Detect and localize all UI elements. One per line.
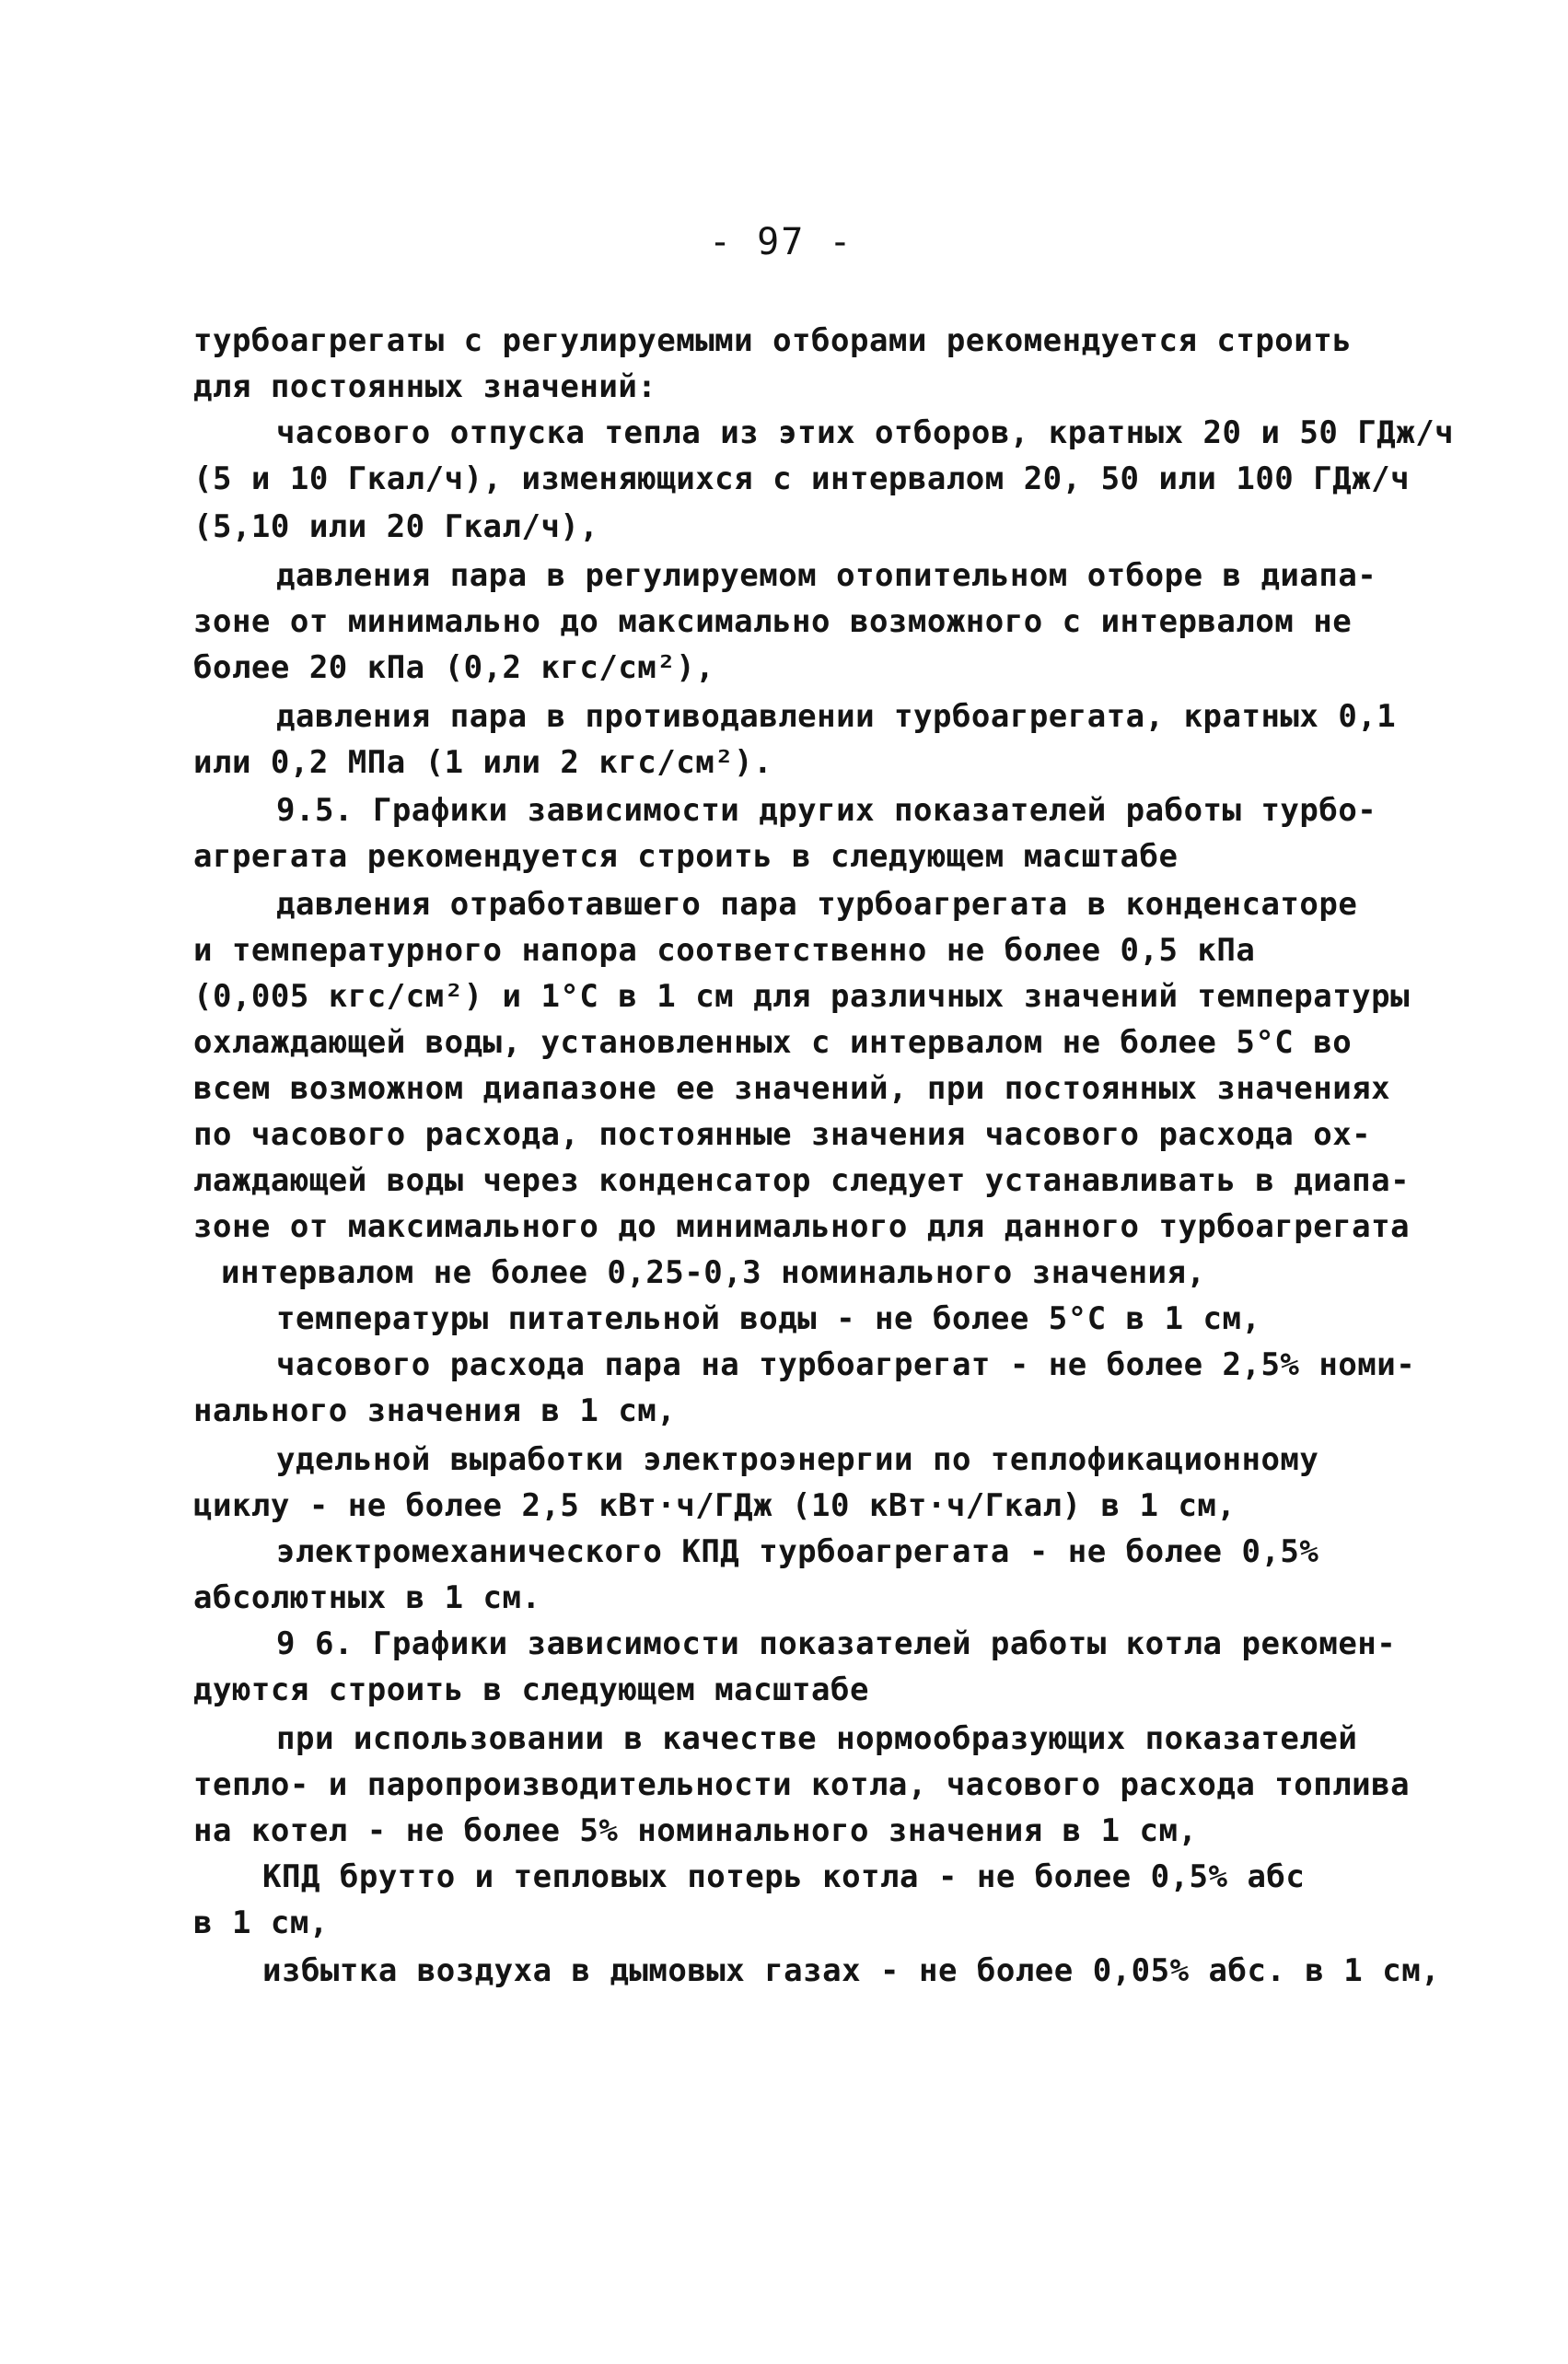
text-line: более 20 кПа (0,2 кгс/см²), <box>193 649 715 686</box>
text-line: давления пара в противодавлении турбоагрегата, кратных 0,1 <box>276 698 1397 735</box>
text-line: избытка воздуха в дымовых газах - не более 0,05% абс. в 1 см, <box>262 1952 1441 1989</box>
text-line: на котел - не более 5% номинального значения в 1 см, <box>193 1812 1198 1849</box>
text-line: 9.5. Графики зависимости других показателей работы турбо- <box>276 792 1377 829</box>
page-number: - 97 - <box>709 221 854 263</box>
text-line: интервалом не более 0,25-0,3 номинального значения, <box>221 1254 1206 1291</box>
text-line: или 0,2 МПа (1 или 2 кгс/см²). <box>193 744 773 781</box>
text-line: в 1 см, <box>193 1904 329 1941</box>
text-line: зоне от минимально до максимально возможного с интервалом не <box>193 603 1353 640</box>
text-line: часового отпуска тепла из этих отборов, кратных 20 и 50 ГДж/ч <box>276 414 1455 451</box>
text-line: давления отработавшего пара турбоагрегата в конденсаторе <box>276 886 1358 923</box>
text-line: при использовании в качестве нормообразующих показателей <box>276 1720 1358 1757</box>
text-line: дуются строить в следующем масштабе <box>193 1671 869 1708</box>
text-line: зоне от максимального до минимального для данного турбоагрегата <box>193 1208 1411 1245</box>
text-line: 9 6. Графики зависимости показателей работы котла рекомен- <box>276 1625 1397 1662</box>
text-line: и температурного напора соответственно не более 0,5 кПа <box>193 932 1256 969</box>
text-line: охлаждающей воды, установленных с интервалом не более 5°С во <box>193 1024 1353 1061</box>
text-line: КПД брутто и тепловых потерь котла - не более 0,5% абс <box>262 1858 1306 1895</box>
text-line: для постоянных значений: <box>193 368 657 405</box>
text-line: электромеханического КПД турбоагрегата - не более 0,5% <box>276 1533 1319 1570</box>
text-line: давления пара в регулируемом отопительном отборе в диапа- <box>276 557 1377 594</box>
text-line: (5,10 или 20 Гкал/ч), <box>193 508 599 545</box>
text-line: абсолютных в 1 см. <box>193 1579 541 1616</box>
text-line: турбоагрегаты с регулируемыми отборами рекомендуется строить <box>193 322 1353 359</box>
text-line: (5 и 10 Гкал/ч), изменяющихся с интервалом 20, 50 или 100 ГДж/ч <box>193 460 1411 497</box>
text-line: нального значения в 1 см, <box>193 1392 677 1429</box>
text-line: агрегата рекомендуется строить в следующем масштабе <box>193 838 1179 875</box>
text-line: по часового расхода, постоянные значения часового расхода ох- <box>193 1116 1372 1153</box>
text-line: тепло- и паропроизводительности котла, часового расхода топлива <box>193 1766 1411 1803</box>
text-line: циклу - не более 2,5 кВт·ч/ГДж (10 кВт·ч/Гкал) в 1 см, <box>193 1487 1237 1524</box>
text-line: всем возможном диапазоне ее значений, при постоянных значениях <box>193 1070 1391 1107</box>
text-line: удельной выработки электроэнергии по теплофикационному <box>276 1441 1319 1478</box>
text-line: температуры питательной воды - не более 5°С в 1 см, <box>276 1300 1261 1337</box>
text-line: часового расхода пара на турбоагрегат - не более 2,5% номи- <box>276 1346 1416 1383</box>
text-line: лаждающей воды через конденсатор следует устанавливать в диапа- <box>193 1162 1411 1199</box>
text-line: (0,005 кгс/см²) и 1°С в 1 см для различных значений температуры <box>193 978 1411 1015</box>
